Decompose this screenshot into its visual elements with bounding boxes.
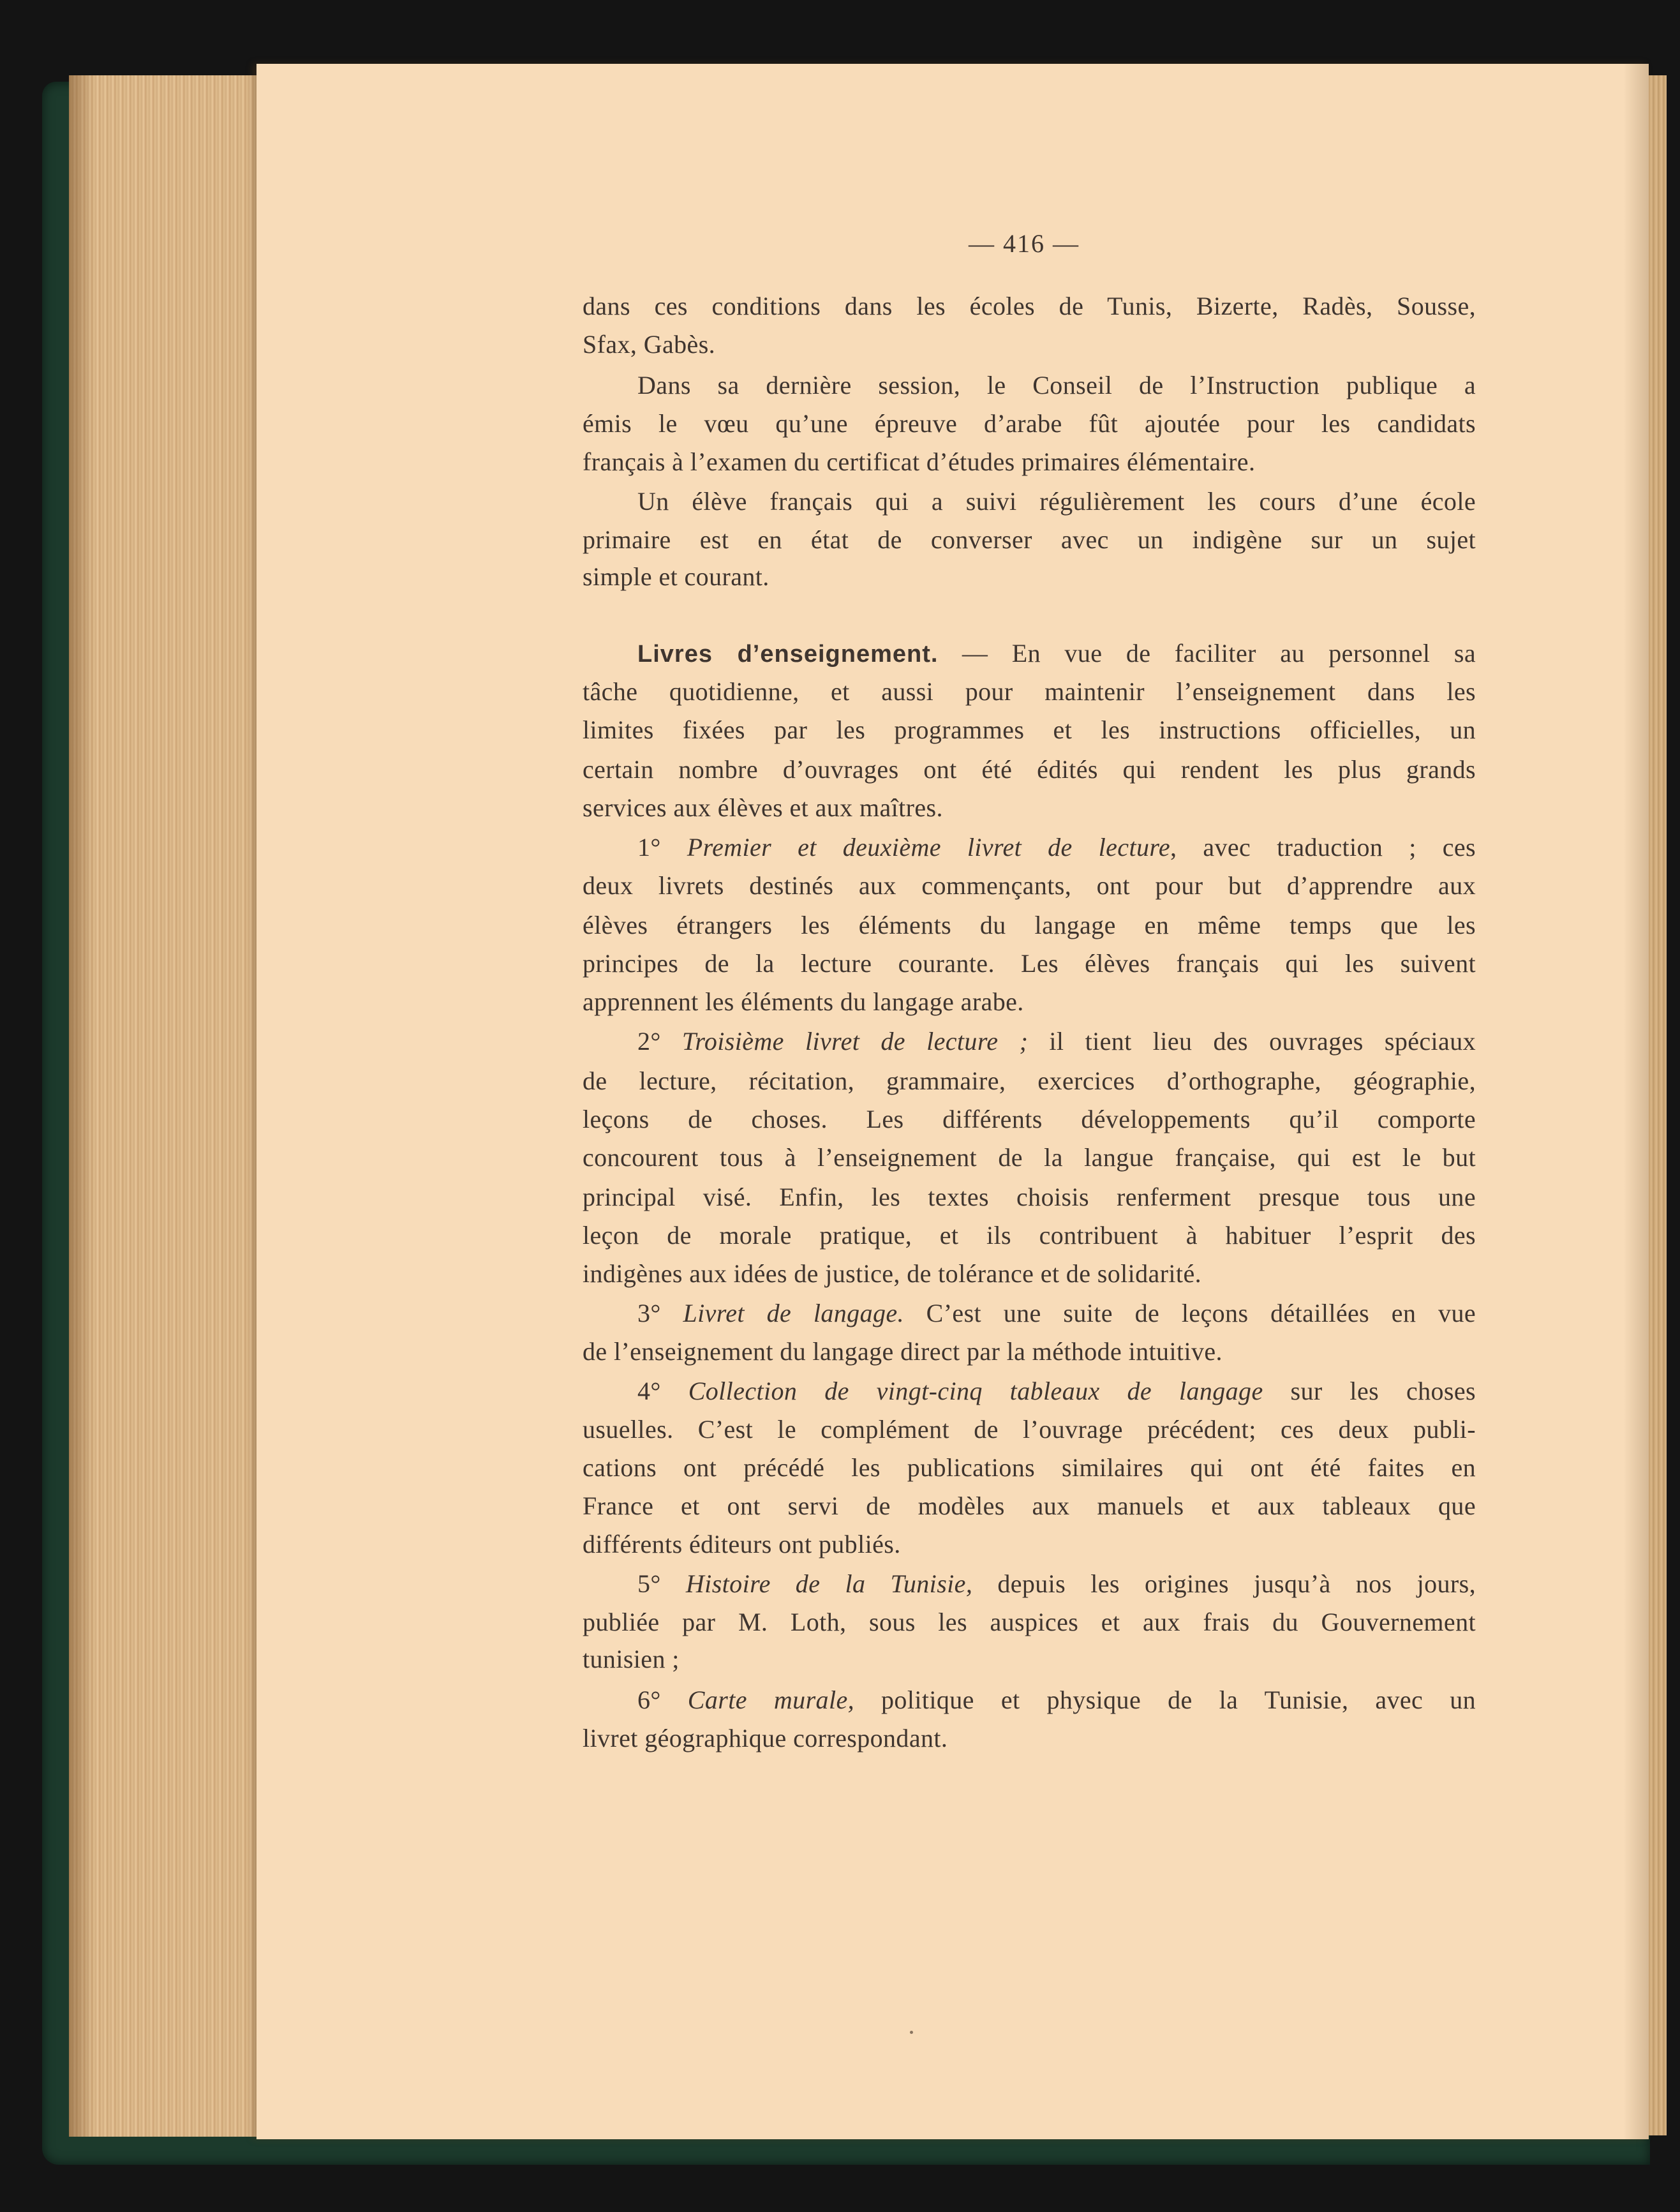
page-edges xyxy=(69,75,262,2137)
text-line: 5° Histoire de la Tunisie, depuis les origines jusqu’à nos jours, xyxy=(637,1569,1476,1598)
text-line: livret géographique correspondant. xyxy=(583,1724,948,1752)
text-line: apprennent les éléments du langage arabe. xyxy=(583,987,1024,1016)
text-line: principal visé. Enfin, les textes choisis renferment presque tous une xyxy=(583,1183,1476,1211)
text-line: français à l’examen du certificat d’études primaires élémentaire. xyxy=(583,447,1256,476)
page-speck xyxy=(910,2031,913,2034)
text-line: tâche quotidienne, et aussi pour maintenir l’enseignement dans les xyxy=(583,677,1476,706)
text-line: deux livrets destinés aux commençants, ont pour but d’apprendre aux xyxy=(583,871,1476,900)
text-line: primaire est en état de converser avec un indigène sur un sujet xyxy=(583,525,1476,554)
text-line: différents éditeurs ont publiés. xyxy=(583,1530,901,1558)
text-line: principes de la lecture courante. Les élèves français qui les suivent xyxy=(583,949,1476,978)
text-line: certain nombre d’ouvrages ont été édités qui rendent les plus grands xyxy=(583,755,1476,784)
text-line: simple et courant. xyxy=(583,562,769,591)
text-line: services aux élèves et aux maîtres. xyxy=(583,793,943,822)
text-line: concourent tous à l’enseignement de la langue française, qui est le but xyxy=(583,1143,1476,1172)
text-line: France et ont servi de modèles aux manuels et aux tableaux que xyxy=(583,1491,1476,1520)
text-line: publiée par M. Loth, sous les auspices et aux frais du Gouvernement xyxy=(583,1608,1476,1636)
text-line: usuelles. C’est le complément de l’ouvrage précédent; ces deux publi- xyxy=(583,1415,1476,1444)
text-line: Sfax, Gabès. xyxy=(583,330,716,359)
text-line: de lecture, récitation, grammaire, exercices d’orthographe, géographie, xyxy=(583,1066,1476,1095)
text-line: indigènes aux idées de justice, de tolérance et de solidarité. xyxy=(583,1259,1201,1288)
text-line: tunisien ; xyxy=(583,1645,680,1673)
page-number: — 416 — xyxy=(969,229,1080,258)
text-line: dans ces conditions dans les écoles de Tunis, Bizerte, Radès, Sousse, xyxy=(583,292,1476,320)
text-line: 2° Troisième livret de lecture ; il tient lieu des ouvrages spéciaux xyxy=(637,1027,1476,1056)
text-line: 4° Collection de vingt-cinq tableaux de langage sur les choses xyxy=(637,1377,1476,1405)
text-line: émis le vœu qu’une épreuve d’arabe fût ajoutée pour les candidats xyxy=(583,409,1476,438)
text-line: 3° Livret de langage. C’est une suite de leçons détaillées en vue xyxy=(637,1299,1476,1327)
text-line: Dans sa dernière session, le Conseil de l’Instruction publique a xyxy=(637,371,1476,400)
text-line: de l’enseignement du langage direct par la méthode intuitive. xyxy=(583,1337,1223,1366)
text-line: leçons de choses. Les différents développements qu’il comporte xyxy=(583,1105,1476,1133)
text-line: cations ont précédé les publications similaires qui ont été faites en xyxy=(583,1453,1476,1482)
text-line: Livres d’enseignement. — En vue de faciliter au personnel sa xyxy=(637,639,1476,668)
text-line: Un élève français qui a suivi régulièrement les cours d’une école xyxy=(637,487,1476,516)
text-line: élèves étrangers les éléments du langage en même temps que les xyxy=(583,911,1476,939)
text-line: leçon de morale pratique, et ils contribuent à habituer l’esprit des xyxy=(583,1221,1476,1250)
section-heading: Livres d’enseignement. xyxy=(637,641,939,668)
text-line: limites fixées par les programmes et les instructions officielles, un xyxy=(583,715,1476,744)
text-line: 6° Carte murale, politique et physique de la Tunisie, avec un xyxy=(637,1685,1476,1714)
right-page-edge xyxy=(1649,75,1667,2135)
text-line: 1° Premier et deuxième livret de lecture, avec traduction ; ces xyxy=(637,833,1476,862)
